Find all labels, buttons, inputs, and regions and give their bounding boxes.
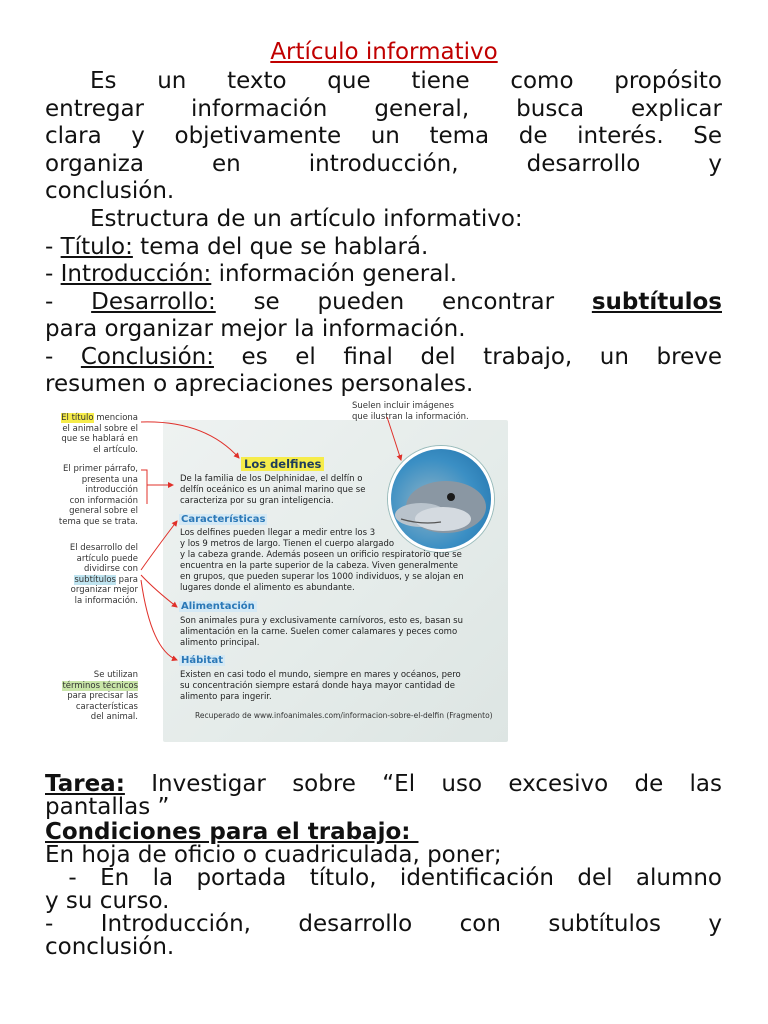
task-line-2: pantallas ” xyxy=(45,794,170,820)
condition-line: - Introducción, desarrollo con subtítulos y xyxy=(45,911,722,937)
panel-line: delfín oceánico es un animal marino que se xyxy=(180,485,366,495)
note-line: organizar mejor xyxy=(70,585,138,595)
panel-line: caracteriza por su gran inteligencia. xyxy=(180,496,334,506)
note-line: que se hablará en xyxy=(61,434,138,444)
task-label: Tarea: xyxy=(45,771,125,797)
label-introduccion: Introducción: xyxy=(60,261,212,287)
note-line: el artículo. xyxy=(93,444,138,455)
note-line: para xyxy=(115,574,138,585)
panel-line: alimento principal. xyxy=(180,638,260,648)
note-line: características xyxy=(75,701,138,712)
panel-line: y los 9 metros de largo. Tienen el cuerpo alargado xyxy=(180,539,395,549)
arrow-caracteristicas xyxy=(141,521,177,570)
panel-line: Los delfines pueden llegar a medir entre los 3 xyxy=(180,528,376,538)
panel-line: De la familia de los Delphinidae, el delfín o xyxy=(180,474,363,484)
label-conclusion: Conclusión: xyxy=(80,343,214,370)
intro-line: entregar información general, busca explicar xyxy=(45,95,722,122)
note-line: El primer párrafo, xyxy=(63,464,138,474)
intro-line: clara y objetivamente un tema de interés. Se xyxy=(45,123,722,149)
structure-item-titulo xyxy=(45,234,722,262)
highlight-subtitulos: subtítulos xyxy=(74,574,116,585)
note-line: Suelen incluir imágenes xyxy=(352,401,454,411)
panel-line: en grupos, que pueden superar los 1000 individuos, y se alojan en xyxy=(180,572,464,582)
note-line: menciona xyxy=(93,413,138,423)
note-line: artículo puede xyxy=(76,553,138,564)
subtitulos-emphasis: subtítulos xyxy=(591,288,722,315)
condition-line: - En la portada título, identificación del alumno xyxy=(45,865,722,891)
bracket-parrafo xyxy=(141,470,147,504)
note-line: con información xyxy=(69,495,138,506)
note-line: El desarrollo del xyxy=(69,543,138,553)
dash: - xyxy=(45,233,61,260)
item-text: información general. xyxy=(211,261,458,287)
arrow-titulo xyxy=(141,422,239,458)
highlight-titulo: El título xyxy=(61,413,94,423)
panel-line: su concentración siempre estará donde haya mayor cantidad de xyxy=(180,681,456,691)
note-line: presenta una xyxy=(81,474,138,485)
structure-item-desarrollo-line2: para organizar mejor la información. xyxy=(45,316,466,342)
condition-line: En hoja de oficio o cuadriculada, poner; xyxy=(45,842,502,868)
note-line: que ilustran la información. xyxy=(352,411,469,422)
note-line: para precisar las xyxy=(67,691,138,701)
task-line xyxy=(45,773,722,796)
panel-line: alimentación en la carne. Suelen comer calamares y peces como xyxy=(180,627,458,637)
source-citation: Recuperado de www.infoanimales.com/informacion-sobre-el-delfin (Fragmento) xyxy=(195,711,493,720)
item-text: se pueden encontrar xyxy=(215,288,592,315)
structure-item-desarrollo xyxy=(45,289,722,317)
dash: - xyxy=(45,343,81,370)
highlight-terminos: términos técnicos xyxy=(62,680,138,691)
condition-line: conclusión. xyxy=(45,934,175,960)
note-line: del animal. xyxy=(90,712,138,722)
panel-line: Son animales pura y exclusivamente carnívoros, esto es, basan su xyxy=(180,616,463,626)
conditions-section xyxy=(45,821,722,959)
heading-caracteristicas: Características xyxy=(181,514,266,525)
intro-line: conclusión. xyxy=(45,178,175,204)
structure-section xyxy=(45,206,722,399)
structure-item-introduccion xyxy=(45,261,722,289)
intro-line: organiza en introducción, desarrollo y xyxy=(45,150,722,177)
intro-line: Es un texto que tiene como propósito xyxy=(90,68,722,94)
heading-alimentacion: Alimentación xyxy=(181,601,255,612)
note-line: introducción xyxy=(85,485,138,495)
dash: - xyxy=(45,288,92,315)
note-line: el animal sobre el xyxy=(62,423,138,434)
panel-line: alimento para ingerir. xyxy=(180,692,272,702)
item-text: tema del que se hablará. xyxy=(132,233,429,260)
note-line: dividirse con xyxy=(83,564,138,574)
note-line: tema que se trata. xyxy=(58,516,138,527)
label-desarrollo: Desarrollo: xyxy=(91,288,216,315)
heading-habitat: Hábitat xyxy=(181,655,224,666)
article-example-figure xyxy=(55,400,510,745)
structure-item-conclusion xyxy=(45,344,722,372)
intro-paragraph xyxy=(45,68,722,206)
item-text: es el final del trabajo, un breve xyxy=(213,343,722,370)
note-line: la información. xyxy=(74,595,138,606)
note-line: general sobre el xyxy=(69,506,138,516)
note-line: Se utilizan xyxy=(93,670,138,680)
panel-caracteristicas xyxy=(180,528,464,594)
arrow-imagenes xyxy=(387,417,401,460)
structure-item-conclusion-line2: resumen o apreciaciones personales. xyxy=(45,371,474,397)
conditions-heading: Condiciones para el trabajo: xyxy=(45,819,419,845)
panel-line: Existen en casi todo el mundo, siempre en mares y océanos, pero xyxy=(180,670,461,680)
panel-alimentacion xyxy=(180,616,463,649)
label-titulo: Título: xyxy=(60,233,133,260)
page-title: Artículo informativo xyxy=(270,39,498,65)
panel-intro xyxy=(180,474,365,507)
task-section xyxy=(45,773,722,819)
condition-line: y su curso. xyxy=(45,888,170,914)
panel-line: encuentra en la parte superior de la cabeza. Viven generalmente xyxy=(180,561,458,571)
arrow-alimentacion xyxy=(141,575,177,607)
panel-line: lugares donde el alimento es abundante. xyxy=(180,583,355,593)
structure-heading: Estructura de un artículo informativo: xyxy=(90,206,523,232)
task-text: Investigar sobre “El uso excesivo de las xyxy=(124,771,722,797)
dash: - xyxy=(45,261,61,287)
panel-title: Los delfines xyxy=(241,457,324,471)
panel-habitat xyxy=(180,670,461,703)
panel-line: y la cabeza grande. Además poseen un orificio respiratorio que se xyxy=(180,550,462,560)
